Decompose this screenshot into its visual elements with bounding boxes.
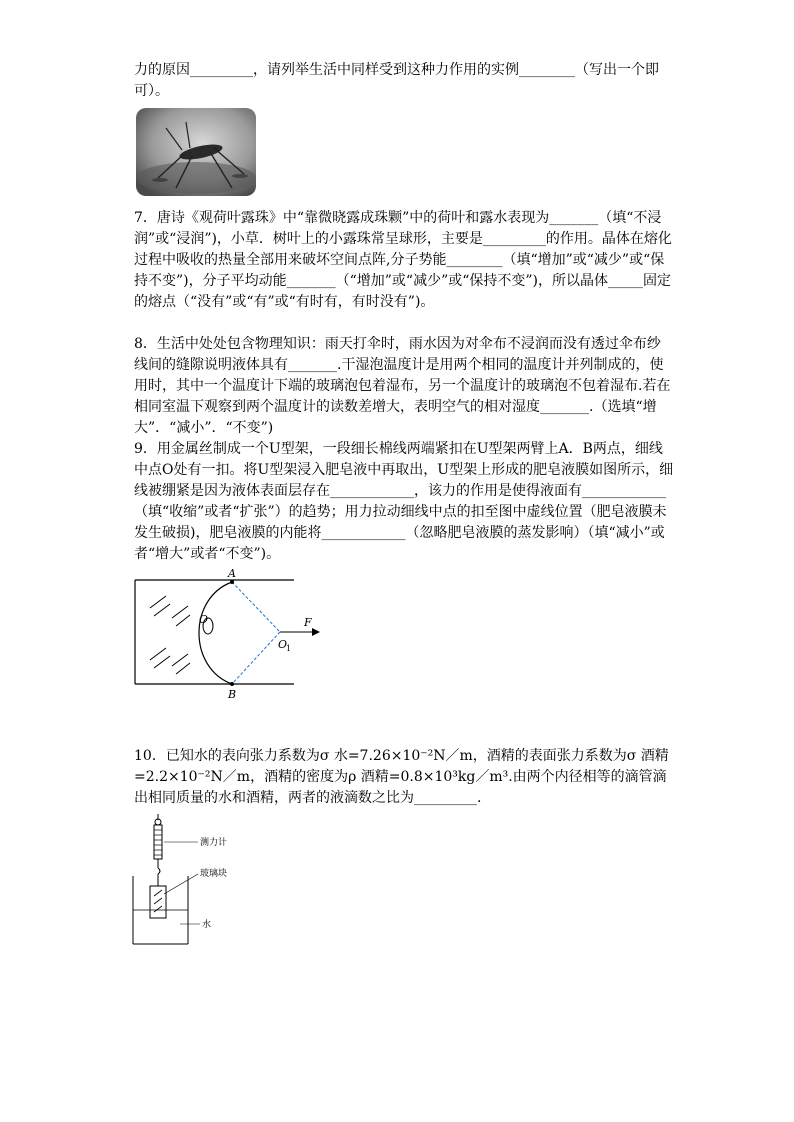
label-water: 水: [202, 920, 212, 930]
paragraph-text: 10．已知水的表向张力系数为σ 水=7.26×10⁻²N／m，酒精的表面张力系数为σ 酒精=2.2×10⁻²N／m，酒精的密度为ρ 酒精=0.8×10³kg／m³.由两个内径相等的滴管滴出相同质量的水和酒精，两者的液滴数之比为_________.: [134, 748, 669, 806]
paragraph-q8: [134, 334, 674, 439]
paragraph-text: 9．用金属丝制成一个U型架，一段细长棉线两端紧扣在U型架两臂上A．B两点，细线中点O处有一扣。将U型架浸入肥皂液中再取出，U型架上形成的肥皂液膜如图所示，细线被绷紧是因为液体表面层存在____________，该力的作用是使得液面有____________（填“收缩”或者“扩张”）的趋势；用力拉动细线中点的扣至图中虚线位置（肥皂液膜未发生破损)，肥皂液膜的内能将____________（忽略肥皂液膜的蒸发影响）（填“减小”或者“增大”或者“不变”)。: [134, 441, 674, 562]
glass-block: [150, 886, 166, 918]
label-a: A: [228, 568, 236, 580]
label-o1-sub: 1: [286, 644, 292, 653]
spring-meter-figure: [130, 812, 240, 952]
force-arrow-head: [312, 628, 320, 636]
paragraph-text: 8．生活中处处包含物理知识：雨天打伞时，雨水因为对伞布不浸润而没有透过伞布纱线间的缝隙说明液体具有_______.干湿泡温度计是用两个相同的温度计并列制成的，使用时，其中一个温度计下端的玻璃泡包着湿布，另一个温度计的玻璃泡不包着湿布.若在相同室温下观察到两个温度计的读数差增大，表明空气的相对湿度_______.（选填“增大”．“减小”．“不变”): [134, 336, 671, 436]
dashed-thread-lower: [232, 632, 280, 684]
label-f: F: [304, 616, 312, 629]
spring-meter-diagram: [130, 812, 240, 952]
paragraph-q9: [134, 439, 674, 565]
paragraph-q10: [134, 746, 674, 809]
thread-curve: [199, 582, 232, 684]
water-strider-photo: [136, 108, 256, 196]
paragraph-q7: [134, 208, 674, 313]
film-hatch: [150, 596, 166, 608]
paragraph-q6-continued: [134, 60, 674, 102]
meter-hook-bottom: [158, 868, 160, 874]
paragraph-text: 7．唐诗《观荷叶露珠》中“靠微晓露成珠颗”中的荷叶和露水表现为_______（填“不浸润”或“浸润”)，小草．树叶上的小露珠常呈球形，主要是_________的作用。晶体在熔化过程中吸收的热量全部用来破坏空间点阵,分子势能________（填“增加”或“减少”或“保持不变”)，分子平均动能_______（“增加”或“减少”或“保持不变”)，所以晶体_____固定的熔点（“没有”或“有”或“有时有，有时没有”)。: [134, 210, 672, 310]
dashed-thread-upper: [232, 582, 280, 632]
u-frame-soap-film-figure: [132, 568, 352, 700]
water-strider-image: [136, 108, 256, 196]
point-b: [230, 682, 234, 686]
point-a: [230, 580, 234, 584]
u-frame-diagram: [132, 568, 352, 700]
label-glass: 玻璃块: [200, 869, 228, 879]
label-b: B: [228, 688, 237, 700]
paragraph-text: 力的原因_________，请列举生活中同样受到这种力作用的实例________（写出一个即可）。: [134, 62, 659, 99]
label-o: O: [199, 613, 209, 626]
label-meter: 测力计: [200, 838, 228, 848]
label-o1: O: [278, 638, 288, 651]
